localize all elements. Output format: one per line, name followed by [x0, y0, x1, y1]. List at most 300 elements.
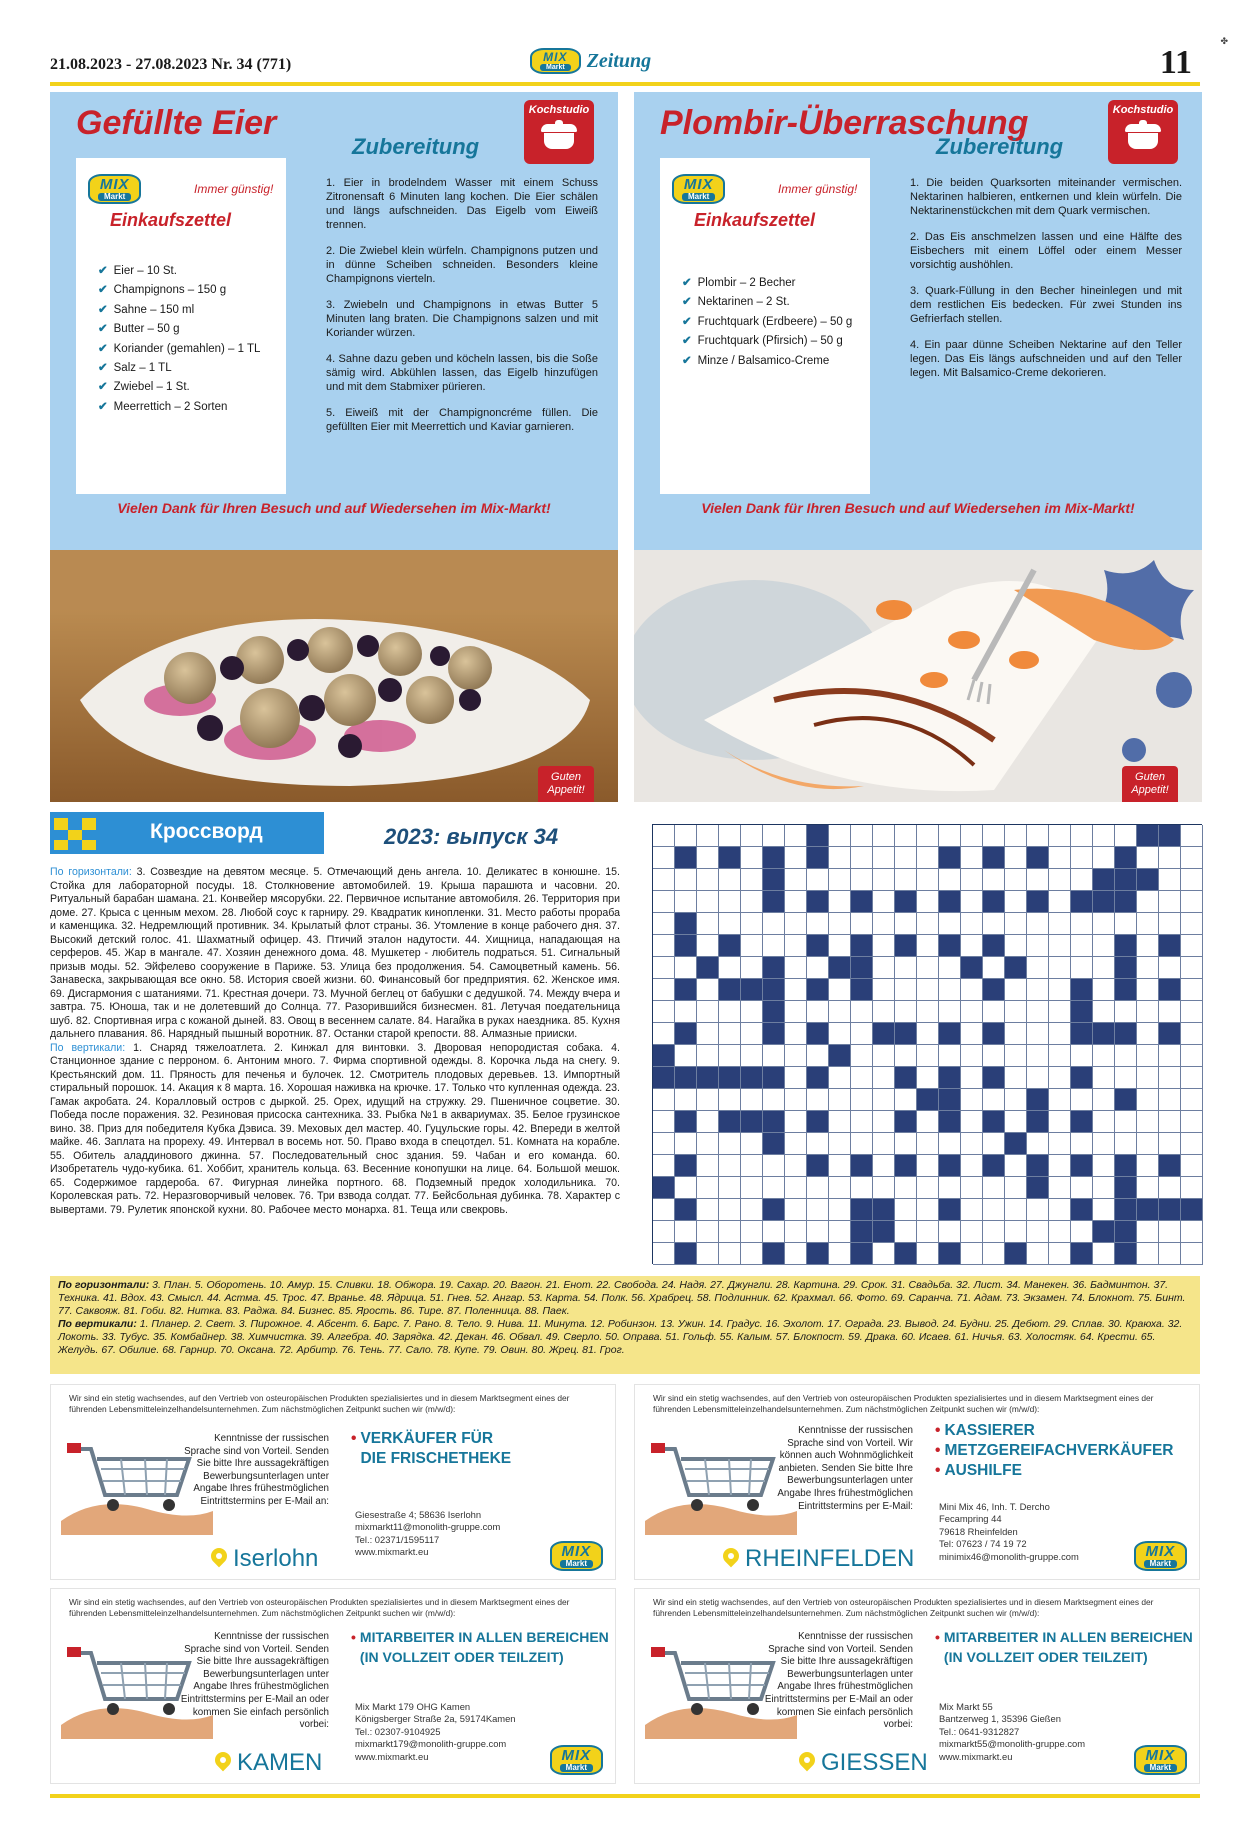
crossword-cell[interactable]: [851, 935, 873, 957]
crossword-cell[interactable]: [741, 1155, 763, 1177]
crossword-cell[interactable]: [1071, 979, 1093, 1001]
crossword-cell[interactable]: [653, 1243, 675, 1265]
crossword-cell[interactable]: [1071, 1155, 1093, 1177]
crossword-cell[interactable]: [1071, 935, 1093, 957]
crossword-cell[interactable]: [697, 913, 719, 935]
crossword-cell[interactable]: [895, 1089, 917, 1111]
crossword-cell[interactable]: [1005, 957, 1027, 979]
crossword-cell[interactable]: [785, 1089, 807, 1111]
crossword-cell[interactable]: [719, 825, 741, 847]
crossword-cell[interactable]: [785, 891, 807, 913]
crossword-cell[interactable]: [1005, 1133, 1027, 1155]
crossword-cell[interactable]: [1093, 1045, 1115, 1067]
crossword-cell[interactable]: [1027, 979, 1049, 1001]
crossword-cell[interactable]: [939, 847, 961, 869]
crossword-cell[interactable]: [1181, 957, 1203, 979]
crossword-cell[interactable]: [983, 869, 1005, 891]
crossword-cell[interactable]: [653, 913, 675, 935]
crossword-cell[interactable]: [873, 847, 895, 869]
crossword-cell[interactable]: [763, 1155, 785, 1177]
crossword-cell[interactable]: [1049, 1045, 1071, 1067]
crossword-cell[interactable]: [1159, 1155, 1181, 1177]
crossword-cell[interactable]: [895, 1045, 917, 1067]
crossword-cell[interactable]: [763, 1089, 785, 1111]
crossword-cell[interactable]: [961, 1045, 983, 1067]
crossword-cell[interactable]: [895, 869, 917, 891]
crossword-cell[interactable]: [895, 913, 917, 935]
crossword-cell[interactable]: [719, 935, 741, 957]
crossword-cell[interactable]: [785, 1221, 807, 1243]
crossword-cell[interactable]: [1005, 1001, 1027, 1023]
crossword-cell[interactable]: [895, 1133, 917, 1155]
crossword-cell[interactable]: [697, 891, 719, 913]
crossword-cell[interactable]: [785, 1133, 807, 1155]
crossword-cell[interactable]: [873, 913, 895, 935]
crossword-cell[interactable]: [1005, 1023, 1027, 1045]
crossword-cell[interactable]: [697, 1243, 719, 1265]
crossword-cell[interactable]: [1027, 1155, 1049, 1177]
crossword-cell[interactable]: [741, 1243, 763, 1265]
crossword-cell[interactable]: [829, 1089, 851, 1111]
crossword-cell[interactable]: [719, 869, 741, 891]
crossword-cell[interactable]: [1159, 1133, 1181, 1155]
crossword-cell[interactable]: [741, 847, 763, 869]
crossword-cell[interactable]: [1005, 869, 1027, 891]
crossword-cell[interactable]: [961, 1199, 983, 1221]
crossword-cell[interactable]: [983, 1045, 1005, 1067]
crossword-cell[interactable]: [653, 935, 675, 957]
crossword-cell[interactable]: [917, 935, 939, 957]
crossword-cell[interactable]: [1181, 913, 1203, 935]
crossword-cell[interactable]: [719, 913, 741, 935]
crossword-cell[interactable]: [829, 869, 851, 891]
crossword-cell[interactable]: [939, 1177, 961, 1199]
crossword-cell[interactable]: [675, 957, 697, 979]
crossword-cell[interactable]: [807, 1067, 829, 1089]
crossword-cell[interactable]: [719, 957, 741, 979]
crossword-cell[interactable]: [829, 1155, 851, 1177]
crossword-cell[interactable]: [1137, 1001, 1159, 1023]
crossword-cell[interactable]: [1115, 1045, 1137, 1067]
crossword-cell[interactable]: [697, 1133, 719, 1155]
crossword-cell[interactable]: [961, 825, 983, 847]
crossword-cell[interactable]: [895, 1023, 917, 1045]
crossword-cell[interactable]: [719, 1089, 741, 1111]
crossword-cell[interactable]: [895, 957, 917, 979]
crossword-cell[interactable]: [1093, 1023, 1115, 1045]
crossword-cell[interactable]: [719, 1111, 741, 1133]
crossword-cell[interactable]: [939, 1001, 961, 1023]
crossword-cell[interactable]: [1049, 1067, 1071, 1089]
crossword-cell[interactable]: [1159, 1221, 1181, 1243]
crossword-cell[interactable]: [1115, 891, 1137, 913]
crossword-cell[interactable]: [939, 1089, 961, 1111]
crossword-cell[interactable]: [653, 1067, 675, 1089]
crossword-cell[interactable]: [1027, 1111, 1049, 1133]
crossword-cell[interactable]: [917, 1243, 939, 1265]
crossword-cell[interactable]: [851, 1133, 873, 1155]
crossword-cell[interactable]: [697, 1155, 719, 1177]
crossword-cell[interactable]: [697, 1199, 719, 1221]
crossword-cell[interactable]: [1027, 1023, 1049, 1045]
crossword-cell[interactable]: [1005, 1177, 1027, 1199]
crossword-cell[interactable]: [1071, 957, 1093, 979]
crossword-cell[interactable]: [763, 1111, 785, 1133]
crossword-cell[interactable]: [1181, 979, 1203, 1001]
crossword-cell[interactable]: [719, 1133, 741, 1155]
crossword-cell[interactable]: [763, 1221, 785, 1243]
crossword-cell[interactable]: [1005, 913, 1027, 935]
crossword-cell[interactable]: [1137, 847, 1159, 869]
crossword-cell[interactable]: [1027, 1133, 1049, 1155]
crossword-cell[interactable]: [653, 847, 675, 869]
crossword-cell[interactable]: [851, 957, 873, 979]
crossword-cell[interactable]: [719, 979, 741, 1001]
crossword-cell[interactable]: [719, 1199, 741, 1221]
crossword-cell[interactable]: [1049, 913, 1071, 935]
crossword-cell[interactable]: [1093, 891, 1115, 913]
crossword-cell[interactable]: [1071, 1243, 1093, 1265]
crossword-cell[interactable]: [697, 957, 719, 979]
crossword-cell[interactable]: [1049, 1089, 1071, 1111]
crossword-cell[interactable]: [1159, 1023, 1181, 1045]
crossword-cell[interactable]: [1093, 979, 1115, 1001]
crossword-cell[interactable]: [851, 1001, 873, 1023]
crossword-cell[interactable]: [1159, 957, 1181, 979]
crossword-cell[interactable]: [763, 847, 785, 869]
crossword-cell[interactable]: [939, 1067, 961, 1089]
crossword-cell[interactable]: [741, 1001, 763, 1023]
crossword-cell[interactable]: [1159, 935, 1181, 957]
crossword-cell[interactable]: [1071, 1089, 1093, 1111]
crossword-cell[interactable]: [961, 1221, 983, 1243]
crossword-cell[interactable]: [1049, 869, 1071, 891]
crossword-cell[interactable]: [741, 1067, 763, 1089]
crossword-cell[interactable]: [873, 1023, 895, 1045]
crossword-cell[interactable]: [1159, 825, 1181, 847]
crossword-cell[interactable]: [851, 825, 873, 847]
crossword-cell[interactable]: [1093, 935, 1115, 957]
crossword-cell[interactable]: [785, 1243, 807, 1265]
crossword-cell[interactable]: [741, 1111, 763, 1133]
crossword-cell[interactable]: [1137, 1243, 1159, 1265]
crossword-cell[interactable]: [983, 1221, 1005, 1243]
crossword-cell[interactable]: [851, 1111, 873, 1133]
crossword-cell[interactable]: [1027, 847, 1049, 869]
crossword-cell[interactable]: [1093, 1177, 1115, 1199]
crossword-cell[interactable]: [1049, 847, 1071, 869]
crossword-cell[interactable]: [961, 891, 983, 913]
crossword-cell[interactable]: [653, 1133, 675, 1155]
crossword-cell[interactable]: [873, 1199, 895, 1221]
crossword-cell[interactable]: [829, 1023, 851, 1045]
crossword-cell[interactable]: [807, 957, 829, 979]
crossword-cell[interactable]: [961, 979, 983, 1001]
crossword-cell[interactable]: [917, 847, 939, 869]
crossword-cell[interactable]: [1027, 1045, 1049, 1067]
crossword-cell[interactable]: [719, 1045, 741, 1067]
crossword-cell[interactable]: [1137, 1177, 1159, 1199]
crossword-cell[interactable]: [873, 891, 895, 913]
crossword-cell[interactable]: [1137, 1089, 1159, 1111]
crossword-cell[interactable]: [675, 1221, 697, 1243]
crossword-cell[interactable]: [741, 1177, 763, 1199]
crossword-cell[interactable]: [1093, 1243, 1115, 1265]
crossword-cell[interactable]: [895, 935, 917, 957]
crossword-cell[interactable]: [829, 1067, 851, 1089]
crossword-cell[interactable]: [763, 825, 785, 847]
crossword-cell[interactable]: [917, 1023, 939, 1045]
crossword-cell[interactable]: [917, 1155, 939, 1177]
crossword-cell[interactable]: [983, 1111, 1005, 1133]
crossword-cell[interactable]: [939, 913, 961, 935]
crossword-cell[interactable]: [895, 979, 917, 1001]
email-link[interactable]: mixmarkt55@monolith-gruppe.com: [939, 1738, 1086, 1750]
crossword-cell[interactable]: [653, 957, 675, 979]
crossword-cell[interactable]: [917, 825, 939, 847]
crossword-cell[interactable]: [983, 1177, 1005, 1199]
crossword-cell[interactable]: [1159, 1001, 1181, 1023]
crossword-cell[interactable]: [1027, 1243, 1049, 1265]
crossword-cell[interactable]: [1093, 1133, 1115, 1155]
crossword-cell[interactable]: [653, 1155, 675, 1177]
crossword-cell[interactable]: [763, 1023, 785, 1045]
crossword-cell[interactable]: [1027, 869, 1049, 891]
crossword-cell[interactable]: [983, 957, 1005, 979]
crossword-cell[interactable]: [719, 1067, 741, 1089]
crossword-cell[interactable]: [675, 913, 697, 935]
crossword-cell[interactable]: [1181, 1221, 1203, 1243]
crossword-cell[interactable]: [807, 1221, 829, 1243]
crossword-cell[interactable]: [697, 1221, 719, 1243]
crossword-cell[interactable]: [763, 913, 785, 935]
crossword-cell[interactable]: [1181, 1089, 1203, 1111]
crossword-cell[interactable]: [1027, 1199, 1049, 1221]
crossword-cell[interactable]: [741, 825, 763, 847]
crossword-cell[interactable]: [895, 1067, 917, 1089]
crossword-cell[interactable]: [807, 1155, 829, 1177]
crossword-cell[interactable]: [939, 1045, 961, 1067]
crossword-cell[interactable]: [1137, 1111, 1159, 1133]
crossword-cell[interactable]: [763, 1199, 785, 1221]
crossword-cell[interactable]: [1159, 847, 1181, 869]
crossword-cell[interactable]: [1137, 1045, 1159, 1067]
crossword-cell[interactable]: [785, 979, 807, 1001]
crossword-cell[interactable]: [961, 935, 983, 957]
crossword-cell[interactable]: [1159, 1067, 1181, 1089]
crossword-cell[interactable]: [1159, 891, 1181, 913]
crossword-cell[interactable]: [961, 1001, 983, 1023]
crossword-cell[interactable]: [807, 1243, 829, 1265]
crossword-cell[interactable]: [939, 935, 961, 957]
crossword-cell[interactable]: [675, 935, 697, 957]
crossword-cell[interactable]: [983, 1001, 1005, 1023]
crossword-cell[interactable]: [653, 1177, 675, 1199]
crossword-cell[interactable]: [741, 1133, 763, 1155]
crossword-cell[interactable]: [741, 869, 763, 891]
crossword-cell[interactable]: [829, 979, 851, 1001]
crossword-cell[interactable]: [1049, 891, 1071, 913]
crossword-cell[interactable]: [1071, 1133, 1093, 1155]
crossword-cell[interactable]: [1071, 1221, 1093, 1243]
crossword-cell[interactable]: [1093, 1001, 1115, 1023]
crossword-cell[interactable]: [1181, 1001, 1203, 1023]
crossword-cell[interactable]: [917, 957, 939, 979]
crossword-cell[interactable]: [785, 913, 807, 935]
crossword-cell[interactable]: [763, 935, 785, 957]
crossword-cell[interactable]: [653, 1001, 675, 1023]
crossword-cell[interactable]: [807, 1089, 829, 1111]
crossword-cell[interactable]: [1181, 891, 1203, 913]
crossword-cell[interactable]: [1181, 825, 1203, 847]
crossword-cell[interactable]: [697, 935, 719, 957]
crossword-cell[interactable]: [1093, 913, 1115, 935]
crossword-cell[interactable]: [763, 957, 785, 979]
crossword-cell[interactable]: [895, 1221, 917, 1243]
crossword-cell[interactable]: [807, 1045, 829, 1067]
crossword-cell[interactable]: [697, 1001, 719, 1023]
crossword-cell[interactable]: [697, 825, 719, 847]
crossword-cell[interactable]: [961, 1133, 983, 1155]
crossword-cell[interactable]: [917, 1111, 939, 1133]
crossword-cell[interactable]: [895, 1177, 917, 1199]
email-link[interactable]: minimix46@monolith-gruppe.com: [939, 1550, 1079, 1562]
email-link[interactable]: mixmarkt11@monolith-gruppe.com: [355, 1521, 501, 1533]
crossword-cell[interactable]: [895, 1111, 917, 1133]
website-link[interactable]: www.mixmarkt.eu: [355, 1546, 429, 1558]
crossword-cell[interactable]: [675, 891, 697, 913]
crossword-cell[interactable]: [741, 979, 763, 1001]
crossword-cell[interactable]: [807, 891, 829, 913]
crossword-cell[interactable]: [719, 891, 741, 913]
crossword-cell[interactable]: [1005, 1067, 1027, 1089]
crossword-cell[interactable]: [1159, 1177, 1181, 1199]
crossword-cell[interactable]: [983, 1155, 1005, 1177]
crossword-cell[interactable]: [1093, 1199, 1115, 1221]
crossword-cell[interactable]: [851, 869, 873, 891]
crossword-cell[interactable]: [983, 825, 1005, 847]
crossword-cell[interactable]: [917, 1089, 939, 1111]
crossword-cell[interactable]: [1115, 913, 1137, 935]
crossword-cell[interactable]: [1159, 1111, 1181, 1133]
email-link[interactable]: mixmarkt179@monolith-gruppe.com: [355, 1738, 507, 1750]
crossword-cell[interactable]: [1027, 1067, 1049, 1089]
crossword-cell[interactable]: [1071, 1023, 1093, 1045]
crossword-cell[interactable]: [763, 979, 785, 1001]
crossword-cell[interactable]: [917, 1221, 939, 1243]
crossword-cell[interactable]: [1159, 869, 1181, 891]
crossword-cell[interactable]: [675, 1111, 697, 1133]
crossword-cell[interactable]: [1115, 1023, 1137, 1045]
crossword-cell[interactable]: [917, 913, 939, 935]
crossword-cell[interactable]: [1181, 1045, 1203, 1067]
crossword-cell[interactable]: [741, 1089, 763, 1111]
crossword-cell[interactable]: [829, 1221, 851, 1243]
crossword-cell[interactable]: [1005, 1089, 1027, 1111]
crossword-cell[interactable]: [763, 1133, 785, 1155]
crossword-cell[interactable]: [1181, 1067, 1203, 1089]
crossword-cell[interactable]: [653, 1089, 675, 1111]
crossword-cell[interactable]: [873, 1155, 895, 1177]
crossword-cell[interactable]: [961, 869, 983, 891]
crossword-cell[interactable]: [675, 1045, 697, 1067]
crossword-cell[interactable]: [939, 1199, 961, 1221]
website-link[interactable]: www.mixmarkt.eu: [939, 1750, 1013, 1762]
crossword-cell[interactable]: [961, 1155, 983, 1177]
crossword-cell[interactable]: [653, 825, 675, 847]
crossword-cell[interactable]: [653, 891, 675, 913]
crossword-cell[interactable]: [1137, 935, 1159, 957]
crossword-cell[interactable]: [675, 1177, 697, 1199]
crossword-cell[interactable]: [1115, 1199, 1137, 1221]
crossword-cell[interactable]: [851, 979, 873, 1001]
crossword-cell[interactable]: [1049, 825, 1071, 847]
crossword-cell[interactable]: [1071, 825, 1093, 847]
crossword-cell[interactable]: [851, 847, 873, 869]
crossword-cell[interactable]: [873, 957, 895, 979]
crossword-cell[interactable]: [939, 891, 961, 913]
crossword-cell[interactable]: [1115, 1067, 1137, 1089]
crossword-cell[interactable]: [1071, 847, 1093, 869]
crossword-cell[interactable]: [939, 979, 961, 1001]
crossword-cell[interactable]: [939, 825, 961, 847]
crossword-cell[interactable]: [1049, 1001, 1071, 1023]
crossword-cell[interactable]: [1115, 1133, 1137, 1155]
crossword-cell[interactable]: [1005, 891, 1027, 913]
crossword-cell[interactable]: [917, 1133, 939, 1155]
crossword-cell[interactable]: [1005, 1199, 1027, 1221]
crossword-cell[interactable]: [1071, 1199, 1093, 1221]
crossword-cell[interactable]: [961, 847, 983, 869]
crossword-cell[interactable]: [741, 891, 763, 913]
crossword-cell[interactable]: [1027, 1177, 1049, 1199]
crossword-cell[interactable]: [675, 825, 697, 847]
crossword-cell[interactable]: [829, 825, 851, 847]
crossword-cell[interactable]: [675, 847, 697, 869]
crossword-cell[interactable]: [939, 1133, 961, 1155]
crossword-cell[interactable]: [1049, 1243, 1071, 1265]
crossword-cell[interactable]: [983, 913, 1005, 935]
crossword-cell[interactable]: [697, 1177, 719, 1199]
crossword-cell[interactable]: [983, 935, 1005, 957]
crossword-cell[interactable]: [961, 1243, 983, 1265]
crossword-cell[interactable]: [1005, 1155, 1027, 1177]
crossword-cell[interactable]: [719, 1177, 741, 1199]
crossword-cell[interactable]: [741, 913, 763, 935]
crossword-cell[interactable]: [829, 1001, 851, 1023]
crossword-cell[interactable]: [785, 847, 807, 869]
crossword-cell[interactable]: [895, 891, 917, 913]
crossword-cell[interactable]: [1181, 935, 1203, 957]
crossword-cell[interactable]: [697, 1045, 719, 1067]
crossword-cell[interactable]: [1005, 847, 1027, 869]
crossword-cell[interactable]: [917, 1067, 939, 1089]
crossword-cell[interactable]: [1027, 957, 1049, 979]
crossword-cell[interactable]: [961, 1067, 983, 1089]
crossword-cell[interactable]: [1027, 913, 1049, 935]
crossword-cell[interactable]: [1181, 1199, 1203, 1221]
crossword-cell[interactable]: [873, 1221, 895, 1243]
crossword-cell[interactable]: [807, 869, 829, 891]
crossword-cell[interactable]: [983, 1199, 1005, 1221]
crossword-cell[interactable]: [829, 1243, 851, 1265]
crossword-cell[interactable]: [1071, 1177, 1093, 1199]
crossword-cell[interactable]: [1115, 979, 1137, 1001]
crossword-cell[interactable]: [653, 1045, 675, 1067]
crossword-cell[interactable]: [1181, 1133, 1203, 1155]
crossword-cell[interactable]: [917, 1001, 939, 1023]
crossword-cell[interactable]: [653, 869, 675, 891]
